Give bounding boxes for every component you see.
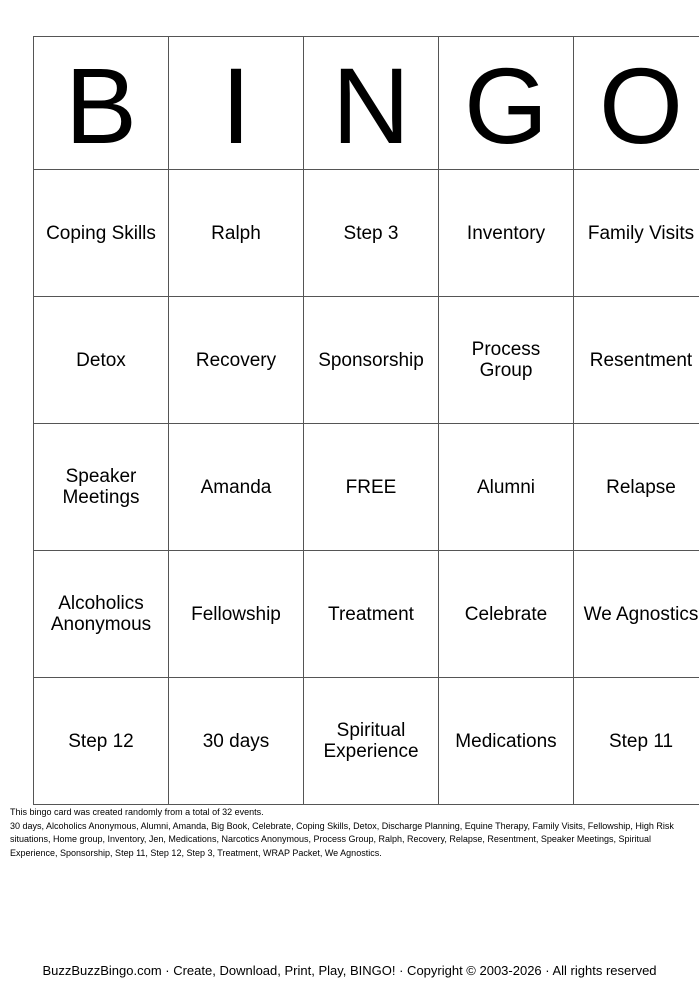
bingo-cell: Relapse — [574, 424, 699, 551]
bingo-cell: We Agnostics — [574, 551, 699, 678]
bingo-cell: Process Group — [439, 297, 574, 424]
footnote-event-list: 30 days, Alcoholics Anonymous, Alumni, Amanda, Big Book, Celebrate, Coping Skills, Detox, Discharge Planning, Equine Therapy, Family Visits, Fellowship, High Risk situations, Home group, Inventory, Jen, Medications, Narcotics Anonymous, Process Group, Ralph, Recovery, Relapse, Resentment, Speaker Meetings, Spiritual Experience, Sponsorship, Step 11, Step 12, Step 3, Treatment, WRAP Packet, We Agnostics. — [10, 820, 674, 858]
bingo-cell: Fellowship — [169, 551, 304, 678]
bingo-card — [33, 36, 699, 805]
header-letter-o: O — [574, 37, 699, 170]
card-row — [34, 170, 699, 297]
bingo-cell: Spiritual Experience — [304, 678, 439, 805]
bingo-cell: Celebrate — [439, 551, 574, 678]
footnote-summary: This bingo card was created randomly from a total of 32 events. — [10, 807, 264, 817]
bingo-cell: Alumni — [439, 424, 574, 551]
card-row — [34, 424, 699, 551]
card-row — [34, 678, 699, 805]
bingo-cell: 30 days — [169, 678, 304, 805]
card-row — [34, 297, 699, 424]
bingo-cell: Step 12 — [34, 678, 169, 805]
free-space-cell: FREE — [304, 424, 439, 551]
bingo-cell: Coping Skills — [34, 170, 169, 297]
bingo-cell: Recovery — [169, 297, 304, 424]
bingo-cell: Amanda — [169, 424, 304, 551]
card-footnote — [10, 806, 690, 860]
bingo-cell: Speaker Meetings — [34, 424, 169, 551]
bingo-cell: Detox — [34, 297, 169, 424]
header-letter-n: N — [304, 37, 439, 170]
bingo-cell: Resentment — [574, 297, 699, 424]
header-row — [34, 37, 699, 170]
site-footer: BuzzBuzzBingo.com · Create, Download, Print, Play, BINGO! · Copyright © 2003-2026 · All rights reserved — [42, 963, 657, 978]
bingo-cell: Alcoholics Anonymous — [34, 551, 169, 678]
bingo-cell: Ralph — [169, 170, 304, 297]
header-letter-b: B — [34, 37, 169, 170]
header-letter-i: I — [169, 37, 304, 170]
bingo-cell: Treatment — [304, 551, 439, 678]
bingo-cell: Sponsorship — [304, 297, 439, 424]
bingo-cell: Family Visits — [574, 170, 699, 297]
bingo-cell: Step 11 — [574, 678, 699, 805]
bingo-cell: Step 3 — [304, 170, 439, 297]
bingo-cell: Medications — [439, 678, 574, 805]
header-letter-g: G — [439, 37, 574, 170]
card-row — [34, 551, 699, 678]
bingo-cell: Inventory — [439, 170, 574, 297]
